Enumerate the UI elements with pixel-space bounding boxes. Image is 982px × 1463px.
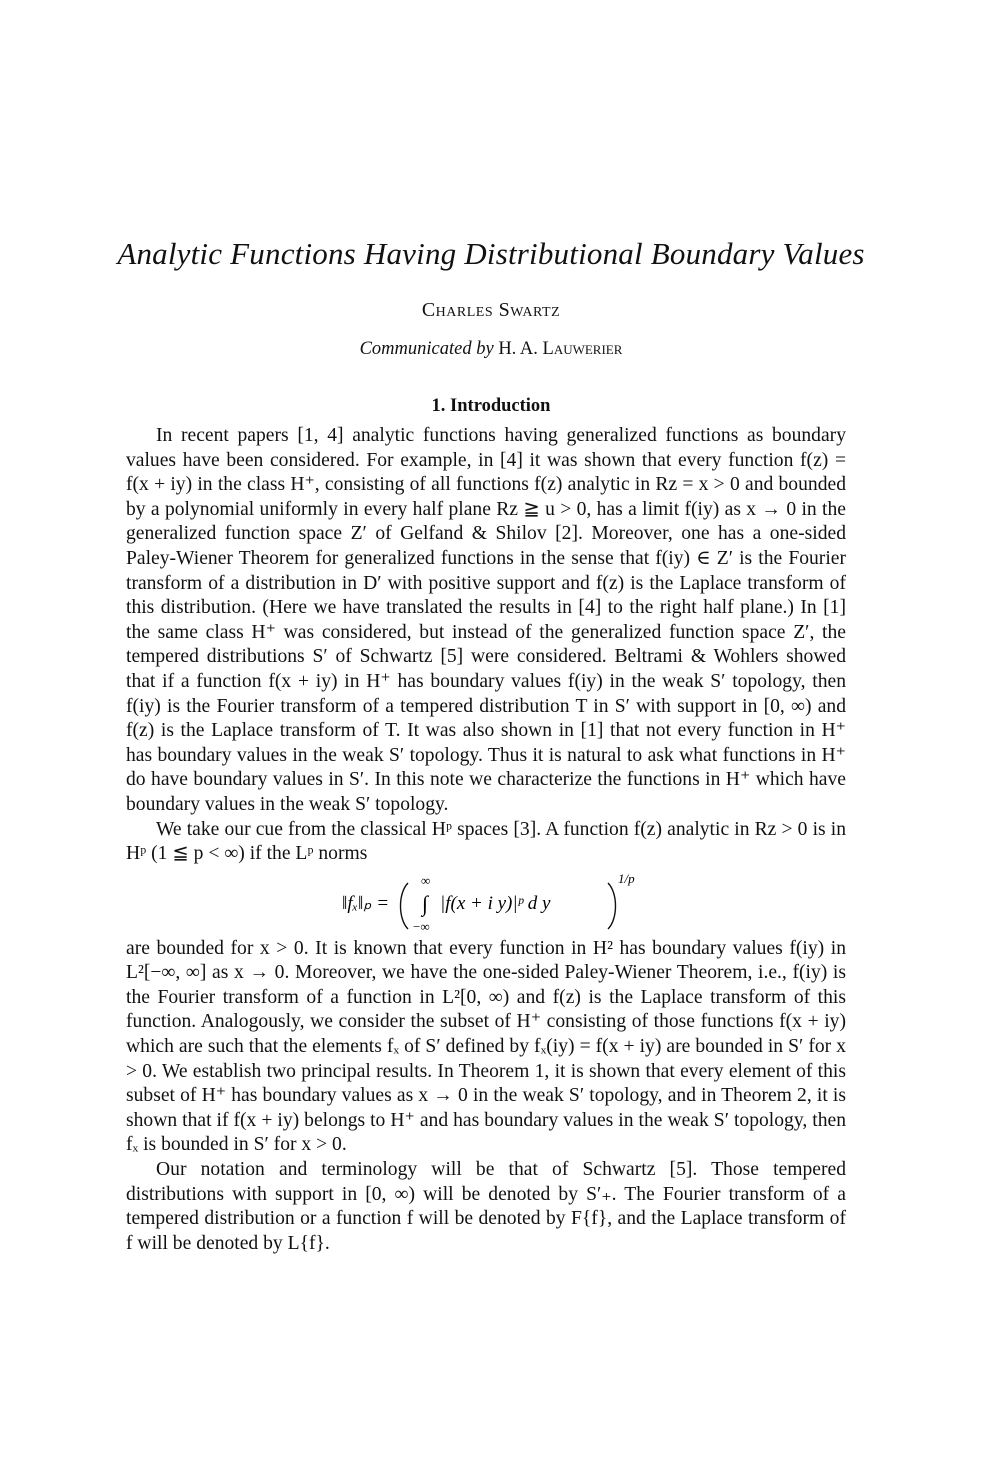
paper-title: Analytic Functions Having Distributional Boundary Values — [117, 236, 865, 271]
communicated-prefix: Communicated by — [359, 339, 494, 359]
communicated-by — [0, 339, 982, 360]
formula-exponent: 1/p — [618, 870, 635, 886]
body-text — [126, 424, 846, 1256]
lp-norm-formula — [126, 867, 846, 937]
formula-upper-limit: ∞ — [421, 872, 431, 888]
formula-integrand: |f(x + i y)|ᵖ d y — [440, 892, 551, 914]
paragraph-1: In recent papers [1, 4] analytic functions having generalized functions as boundary values have been considered. For example, in [4] it was shown that every function f(z) = f(x + iy) in the class H⁺, consisting of all functions f(z) analytic in Rz = x > 0 and bounded by a polynomial uniformly in every half plane Rz ≧ u > 0, has a limit f(iy) as x → 0 in the generalized function space Z′ of Gelfand & Shilov [2]. Moreover, one has a one-sided Paley-Wiener Theorem for generalized functions in the sense that f(iy) ∈ Z′ is the Fourier transform of a distribution in D′ with positive support and f(z) is the Laplace transform of this distribution. (Here we have translated the results in [4] to the right half plane.) In [1] the same class H⁺ was considered, but instead of the generalized function space Z′, the tempered distributions S′ of Schwartz [5] were considered. Beltrami & Wohlers showed that if a function f(x + iy) in H⁺ has boundary values f(iy) in the weak S′ topology, then f(iy) is the Fourier transform of a tempered distribution T in S′ with support in [0, ∞) and f(z) is the Laplace transform of T. It was also shown in [1] that not every function in H⁺ has boundary values in the weak S′ topology. Thus it is natural to ask what functions in H⁺ do have boundary values in S′. In this note we characterize the functions in H⁺ which have boundary values in the weak S′ topology. — [126, 425, 846, 815]
formula-lhs: ‖fₓ‖ₚ = — [342, 892, 390, 914]
section-heading-introduction: 1. Introduction — [431, 396, 551, 416]
right-paren — [608, 883, 616, 929]
lp-norm-formula-graphic — [342, 869, 642, 935]
paragraph-3: are bounded for x > 0. It is known that every function in H² has boundary values f(iy) in L²[−∞, ∞] as x → 0. Moreover, we have the one-sided Paley-Wiener Theorem, i.e., f(iy) is the Fourier transform of a function in L²[0, ∞) and f(z) is the Laplace transform of this function. Analogously, we consider the subset of H⁺ consisting of those functions f(x + iy) which are such that the elements fₓ of S′ defined by fₓ(iy) = f(x + iy) are bounded in S′ for x > 0. We establish two principal results. In Theorem 1, it is shown that every element of this subset of H⁺ has boundary values as x → 0 in the weak S′ topology, and in Theorem 2, it is shown that if f(x + iy) belongs to H⁺ and has boundary values in the weak S′ topology, then fₓ is bounded in S′ for x > 0. — [126, 937, 846, 1156]
author-name: Charles Swartz — [421, 299, 561, 321]
paragraph-2: We take our cue from the classical Hᵖ spaces [3]. A function f(z) analytic in Rz > 0 is in Hᵖ (1 ≦ p < ∞) if the Lᵖ norms — [126, 818, 846, 865]
formula-lower-limit: −∞ — [413, 918, 430, 934]
paragraph-4: Our notation and terminology will be that of Schwartz [5]. Those tempered distributions with support in [0, ∞) will be denoted by S′₊. The Fourier transform of a tempered distribution or a function f will be denoted by F{f}, and the Laplace transform of f will be denoted by L{f}. — [126, 1159, 846, 1254]
communicator-initials: H. A. — [498, 339, 538, 359]
formula-integral-sign: ∫ — [422, 890, 429, 916]
left-paren — [401, 883, 409, 929]
communicator-name: Lauwerier — [542, 339, 623, 359]
